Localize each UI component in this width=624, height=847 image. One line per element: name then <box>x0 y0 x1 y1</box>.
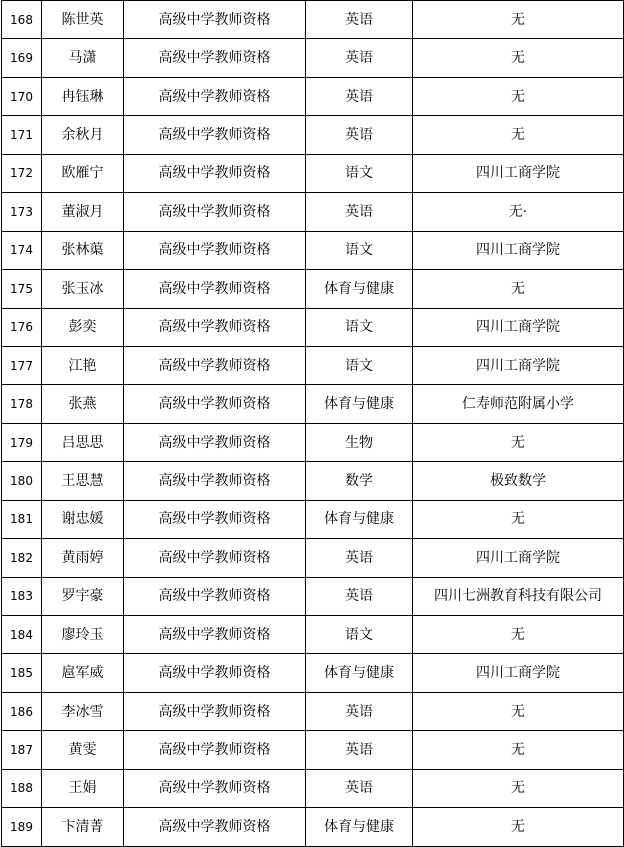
applicant-name: 黄雨婷 <box>42 539 124 577</box>
subject: 语文 <box>306 308 413 346</box>
work-unit: 四川工商学院 <box>413 154 624 192</box>
applicant-name: 彭奕 <box>42 308 124 346</box>
qualification: 高级中学教师资格 <box>124 539 306 577</box>
row-number: 171 <box>2 116 42 154</box>
table-row <box>2 692 624 730</box>
applicant-name: 张林蕖 <box>42 231 124 269</box>
work-unit: 无· <box>413 193 624 231</box>
applicant-name: 王娟 <box>42 769 124 807</box>
subject: 体育与健康 <box>306 270 413 308</box>
subject: 体育与健康 <box>306 385 413 423</box>
table-row <box>2 808 624 846</box>
row-number: 178 <box>2 385 42 423</box>
subject: 英语 <box>306 39 413 77</box>
qualification: 高级中学教师资格 <box>124 769 306 807</box>
subject: 体育与健康 <box>306 500 413 538</box>
qualification: 高级中学教师资格 <box>124 231 306 269</box>
qualification: 高级中学教师资格 <box>124 808 306 846</box>
table-row <box>2 193 624 231</box>
work-unit: 无 <box>413 692 624 730</box>
table-row <box>2 270 624 308</box>
row-number: 189 <box>2 808 42 846</box>
row-number: 172 <box>2 154 42 192</box>
row-number: 181 <box>2 500 42 538</box>
row-number: 174 <box>2 231 42 269</box>
qualification: 高级中学教师资格 <box>124 346 306 384</box>
table-row <box>2 308 624 346</box>
work-unit: 四川工商学院 <box>413 231 624 269</box>
row-number: 173 <box>2 193 42 231</box>
applicant-name: 李冰雪 <box>42 692 124 730</box>
row-number: 179 <box>2 423 42 461</box>
subject: 英语 <box>306 577 413 615</box>
applicant-name: 黄雯 <box>42 731 124 769</box>
applicant-name: 扈军威 <box>42 654 124 692</box>
subject: 体育与健康 <box>306 808 413 846</box>
applicant-name: 卞清菁 <box>42 808 124 846</box>
work-unit: 无 <box>413 1 624 39</box>
row-number: 187 <box>2 731 42 769</box>
qualification: 高级中学教师资格 <box>124 616 306 654</box>
work-unit: 仁寿师范附属小学 <box>413 385 624 423</box>
applicant-name: 廖玲玉 <box>42 616 124 654</box>
subject: 英语 <box>306 769 413 807</box>
table-row <box>2 116 624 154</box>
applicant-name: 陈世英 <box>42 1 124 39</box>
work-unit: 无 <box>413 769 624 807</box>
roster-body <box>2 1 624 847</box>
work-unit: 无 <box>413 616 624 654</box>
qualification: 高级中学教师资格 <box>124 193 306 231</box>
work-unit: 无 <box>413 423 624 461</box>
subject: 英语 <box>306 539 413 577</box>
table-row <box>2 539 624 577</box>
qualification: 高级中学教师资格 <box>124 1 306 39</box>
applicant-name: 罗宇豪 <box>42 577 124 615</box>
row-number: 183 <box>2 577 42 615</box>
qualification: 高级中学教师资格 <box>124 154 306 192</box>
subject: 数学 <box>306 462 413 500</box>
row-number: 175 <box>2 270 42 308</box>
row-number: 177 <box>2 346 42 384</box>
applicant-name: 马潇 <box>42 39 124 77</box>
work-unit: 无 <box>413 808 624 846</box>
table-row <box>2 500 624 538</box>
subject: 语文 <box>306 154 413 192</box>
applicant-name: 欧雁宁 <box>42 154 124 192</box>
row-number: 170 <box>2 77 42 115</box>
work-unit: 无 <box>413 500 624 538</box>
applicant-name: 张玉冰 <box>42 270 124 308</box>
table-row <box>2 654 624 692</box>
subject: 体育与健康 <box>306 654 413 692</box>
qualification: 高级中学教师资格 <box>124 731 306 769</box>
table-row <box>2 385 624 423</box>
subject: 英语 <box>306 116 413 154</box>
row-number: 176 <box>2 308 42 346</box>
qualification: 高级中学教师资格 <box>124 423 306 461</box>
subject: 英语 <box>306 731 413 769</box>
subject: 语文 <box>306 616 413 654</box>
work-unit: 无 <box>413 116 624 154</box>
qualification: 高级中学教师资格 <box>124 77 306 115</box>
applicant-name: 张燕 <box>42 385 124 423</box>
row-number: 180 <box>2 462 42 500</box>
row-number: 168 <box>2 1 42 39</box>
work-unit: 四川工商学院 <box>413 539 624 577</box>
qualification: 高级中学教师资格 <box>124 39 306 77</box>
row-number: 182 <box>2 539 42 577</box>
table-row <box>2 231 624 269</box>
row-number: 169 <box>2 39 42 77</box>
table-row <box>2 769 624 807</box>
qualification: 高级中学教师资格 <box>124 116 306 154</box>
row-number: 188 <box>2 769 42 807</box>
qualification: 高级中学教师资格 <box>124 500 306 538</box>
subject: 生物 <box>306 423 413 461</box>
work-unit: 四川七洲教育科技有限公司 <box>413 577 624 615</box>
applicant-name: 余秋月 <box>42 116 124 154</box>
qualification: 高级中学教师资格 <box>124 577 306 615</box>
table-row <box>2 462 624 500</box>
table-row <box>2 423 624 461</box>
row-number: 185 <box>2 654 42 692</box>
qualification: 高级中学教师资格 <box>124 385 306 423</box>
work-unit: 无 <box>413 270 624 308</box>
table-row <box>2 346 624 384</box>
table-row <box>2 1 624 39</box>
qualification: 高级中学教师资格 <box>124 270 306 308</box>
work-unit: 四川工商学院 <box>413 346 624 384</box>
subject: 英语 <box>306 1 413 39</box>
applicant-name: 谢忠媛 <box>42 500 124 538</box>
qualification: 高级中学教师资格 <box>124 462 306 500</box>
roster-table <box>1 0 624 847</box>
subject: 英语 <box>306 692 413 730</box>
table-row <box>2 731 624 769</box>
work-unit: 四川工商学院 <box>413 654 624 692</box>
qualification: 高级中学教师资格 <box>124 308 306 346</box>
qualification: 高级中学教师资格 <box>124 654 306 692</box>
row-number: 184 <box>2 616 42 654</box>
work-unit: 无 <box>413 731 624 769</box>
table-row <box>2 577 624 615</box>
table-row <box>2 77 624 115</box>
work-unit: 极致数学 <box>413 462 624 500</box>
table-row <box>2 616 624 654</box>
subject: 英语 <box>306 193 413 231</box>
subject: 语文 <box>306 346 413 384</box>
subject: 英语 <box>306 77 413 115</box>
applicant-name: 王思慧 <box>42 462 124 500</box>
table-row <box>2 154 624 192</box>
row-number: 186 <box>2 692 42 730</box>
work-unit: 四川工商学院 <box>413 308 624 346</box>
qualification: 高级中学教师资格 <box>124 692 306 730</box>
work-unit: 无 <box>413 39 624 77</box>
work-unit: 无 <box>413 77 624 115</box>
applicant-name: 吕思思 <box>42 423 124 461</box>
applicant-name: 江艳 <box>42 346 124 384</box>
applicant-name: 董淑月 <box>42 193 124 231</box>
subject: 语文 <box>306 231 413 269</box>
applicant-name: 冉钰琳 <box>42 77 124 115</box>
table-row <box>2 39 624 77</box>
